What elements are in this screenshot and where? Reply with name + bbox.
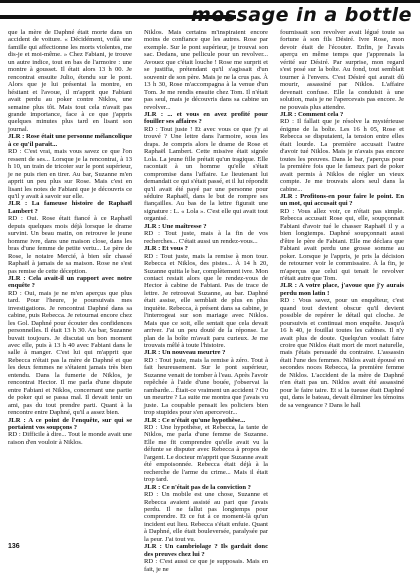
paragraph: RD : Un mobile est une chose, Suzanne et Rebecca avaient assisté au pari que j'avais perdu. Il ne fallut pas longtemps pour comprendre. Et ce fut à ce moment-là qu'un incident eut lieu. Rebecca s'était enfuie. Quant à Daphné, elle était bouleversée, paralysée par la peur. J'ai tout vu. bbox=[144, 491, 268, 543]
paragraph: RD : Vous savez, pour un enquêteur, c'est quand tout devient obscur qu'il devient possible de repérer le détail qui cloche. Je poursuivis et continuai mon enquête. Jusqu'à 16 h 40, je fouillai toutes les cabines. Il n'y avait plus de doute. Quelqu'un voulait faire croire que Niklos était mort de mort naturelle, mais j'étais persuadé du contraire. L'assassin était l'une des femmes. Niklos avait épousé en secondes noces Rebecca, la première femme de Niklos. L'accident de la mère de Daphné n'en était pas un. Niklos avait été assassiné pour le faire taire. Et si la tueuse était Daphné qui, dans le bateau, devait éliminer les témoins de sa vengeance ? Dans le hall bbox=[280, 297, 404, 409]
interview-question: JLR : A votre place, j'avoue que j'y aurais perdu mon latin ! bbox=[280, 282, 404, 297]
interview-question: JLR : Rose était une personne mélancolique à ce qu'il paraît... bbox=[8, 133, 132, 148]
top-band bbox=[0, 0, 420, 3]
masthead-title: message in a bottle bbox=[190, 4, 412, 26]
paragraph: RD : Tout juste, mais la remise à mon tour. Rebecca et Niklos, des pistes... À 14 h 20, Suzanne quitta le bar, complètement ivre. Mon contact restait alors que le rendez-vous de Hector à cabine de Fabiani. Pas de trace de lettre. Je retrouvai Suzanne, au bar. Daphné était assise, elle semblait de plus en plus inquiète. Rebecca, à présent dans sa cabine, je l'interrogeai sur son mariage avec Niklos. Mais que ce soit, elle sentait que cela devait arriver. J'ai un peu douté de la réponse. Le plan de la boîte m'avait paru curieux. Je me trouvais mêlé à toute l'histoire. bbox=[144, 252, 268, 350]
interview-question: JLR : Ce n'était pas de la conviction ? bbox=[144, 483, 251, 491]
interview-question: JLR : ... et vous en avez profité pour fouiller ses affaires ? bbox=[144, 110, 268, 126]
page-number: 136 bbox=[8, 543, 20, 550]
text-column-3 bbox=[280, 29, 404, 537]
interview-question: JLR : Cela avait-il un rapport avec notre enquête ? bbox=[8, 274, 132, 290]
paragraph: RD : Tout juste, mais à la fin de vos recherches... C'était aussi un rendez-vous... bbox=[144, 230, 268, 245]
text-column-1 bbox=[8, 29, 132, 537]
paragraph: que la mère de Daphné était morte dans un accident de voiture. « Décidément, voilà une famille qui affectionne les morts violentes, me dis-je et moi-même. » Chez Fabiani, je trouve un autre indice, tout en bas de l'armoire : une montre à gousset. Il était alors 13 h 00. Je rencontrai ensuite Julio, étendu sur le pont. Alors que je lui présentai la montre, en hésitant et l'avoue, il m'apprit que Fabiani avait perdu au poker contre Niklos, une semaine plus tôt. Mais tout cela n'avait pas grande importance, face à ce que j'appris quelques minutes plus tard en lisant son journal. bbox=[8, 29, 132, 133]
page-header bbox=[0, 4, 420, 26]
interview-question: JLR : Comment cela ? bbox=[280, 110, 344, 118]
interview-question: JLR : A ce point de l'enquête, sur qui se portaient vos soupçons ? bbox=[8, 416, 132, 432]
paragraph: RD : Oui. Rose était fiancé à ce Raphaël depuis quelques mois déjà lorsque le drame survint. Un beau matin, on retrouve le jeune homme ivre, dans une maison close, dans les bras d'une femme de petite vertu... Le père de Rose, le notaire Mercié, à bien sûr chassé Raphaël à jamais de sa maison. Rose ne s'est pas remise de cette déception. bbox=[8, 215, 132, 275]
paragraph: RD : Tout juste ! Et avec vous ce que j'y ai trouvé ? Une lettre dans l'armoire, sous les draps. Je compris alors le drame de Rose et Raphaël Lambert. Cette missive était signée Lola. La jeune fille prétait qu'un tragique. Elle racontait à un homme qu'elle s'était compromise dans l'affaire. Le lieutenant lui demandait ce qui s'était passé, et il lui répondit qu'il avait été payé par une personne pour séduire Raphaël, dans le but de rompre ses fiançailles. Au bas de la lettre figurait une signature : L. « Lola ». C'est elle qui avait tout organisé. bbox=[144, 125, 268, 223]
interview-question: JLR : Une maîtresse ? bbox=[144, 222, 207, 230]
interview-question: JLR : Un nouveau meurtre ? bbox=[144, 349, 226, 357]
interview-question: JLR : La fameuse histoire de Raphaël Lambert ? bbox=[8, 200, 132, 215]
paragraph: fournissait son revolver avait légué toute sa fortune à son fils Désiré. Ivre Rose, mon devoir était de l'écouter. Enfin, je l'avais aperçu en même temps que j'apprenais la vérité sur Désiré. Par surprise, mon regard s'est posé sur la boîte. Au fond, tout semblait tourner à l'envers. C'est Désiré qui aurait dû mourir, assassiné par Niklos. L'affaire devenait confuse. Elle la conduisit à une solution, mais je ne l'apercevais pas encore. Je ne pouvais plus attendre. bbox=[280, 29, 404, 111]
interview-question: JLR : Ce n'était qu'une hypothèse... bbox=[144, 416, 246, 424]
paragraph: RD : C'est vrai, mais vous savez ce que l'on ressent de ses... Lorsque je la rencontrai, à 13 h 10, un train de tricoter sur le pont supérieur, je ne puis rien en tirer. Au bar, Suzanne m'en apprit un peu plus sur Rose. Mais c'est en lisant les notes de Fabiani que je découvris ce qu'il y avait à savoir sur elle. bbox=[8, 148, 132, 200]
paragraph: RD : Difficile à dire... Tout le monde avait une raison d'en vouloir à Niklos. bbox=[8, 431, 132, 446]
paragraph: RD : Vous allez voir, ce n'était pas simple. Rebecca accusait Rose qui, elle, soupçonnait Fabiani d'avoir tué le chasser Raphaël il y a bien longtemps. Daphné soupçonnait aussi d'être le père de Fabiani. Elle me déclara que Fabiani avait perdu une grosse somme au poker. Lorsque je l'appris, je pris la décision de retourner voir le commissaire. À la fin, je m'aperçus que celui qui tenait le revolver n'était autre que Tom. bbox=[280, 207, 404, 282]
interview-question: JLR : Un cambriolage ? Ils gardait donc des preuves chez lui ? bbox=[144, 543, 268, 558]
paragraph: RD : C'est aussi ce que je supposais. Mais en fait, je ne bbox=[144, 558, 268, 573]
paragraph: RD : Oui, mais je ne m'en aperçus que plus tard. Pour l'heure, je poursuivais mes investigations. Je rencontrai Daphné dans sa cabine, puis Rebecca. Je retournai encore chez les Gol. Daphné pour écouter des confidences personnelles. Il était 13 h 30. Au bar, Suzanne buvait toujours. Je discutai un bon moment avec elle, puis à 13 h 40 avec Fabiani dans le salle à manger. C'est lui qui m'apprit que Rebecca n'était pas la mère de Daphné et que les deux femmes ne s'étaient jamais très bien entendu. Dans la fumerie de Niklos, je rencontrai Hector. Il me parla d'une dispute entre Fabiani et Niklos, concernant une partie de poker qui se passa mal. Il devait tenir un ami, pas du tout prendre parti. Quant à la rencontre entre Daphné, qu'il a assez bien. bbox=[8, 289, 132, 417]
paragraph: Niklos. Mais certains m'inspiraient encore moins de confiance que les autres. Rose par exemple. Sur le pont supérieur, je trouvai son sac. Dedans, une pellicule pour un revolver... Avouez que c'était louche ! Rose me surprit et se justifia, prétendant qu'il s'agissait d'un souvenir de son père. Mais je ne la crus pas. À 13 h 30, Rose m'accompagna à la venue d'un Tom. Je me rendis ensuite chez Tom. Il n'était pas seul, mais je découvris dans sa cabine un revolver... bbox=[144, 29, 268, 111]
text-column-2 bbox=[144, 29, 269, 573]
paragraph: RD : Il fallait que je résolve la mystérieuse énigme de la boîte. Les 16 h 05, Rose et Rebecca se disputaient, la tension entre elles était lourde. La première accusait l'autre d'avoir tué Niklos. Mais je n'avais pas encore toutes les preuves. Dans le bar, j'aperçus pour la première fois que le fameux pari de poker avait permis à Niklos de régler un vieux compte. Je me trouvais alors seul dans la cabine... bbox=[280, 118, 404, 193]
paragraph: RD : Une hypothèse, et Rebecca, la tante de Niklos, me parla d'une femme de Suzanne. Elle me fit comprendre qu'elle avait vu la défunte se disputer avec Rebecca à propos de l'argent. Le docteur m'apprit que Suzanne avait été empoisonnée. Rebecca était déjà à la recherche de l'arme du crime... Mais il était trop tard. bbox=[144, 424, 269, 484]
paragraph: RD : Tout juste, mais la remise à zéro. Tout à fait heureusement. Sur le pont supérieur, Suzanne venait de tomber à l'eau. Après l'avoir repêchée à l'aide d'une bouée, j'observai la rambarde... Était-ce vraiment un accident ? Ou un meurtre ? La suite me montra que j'avais vu juste. La coupable pensait les policiers bien trop stupides pour s'en apercevoir... bbox=[144, 356, 268, 417]
interview-question: JLR : Profitons-en pour faire le point. En un mot, qui accusait qui ? bbox=[280, 192, 404, 208]
interview-question: JLR : Et vous ? bbox=[144, 245, 188, 253]
